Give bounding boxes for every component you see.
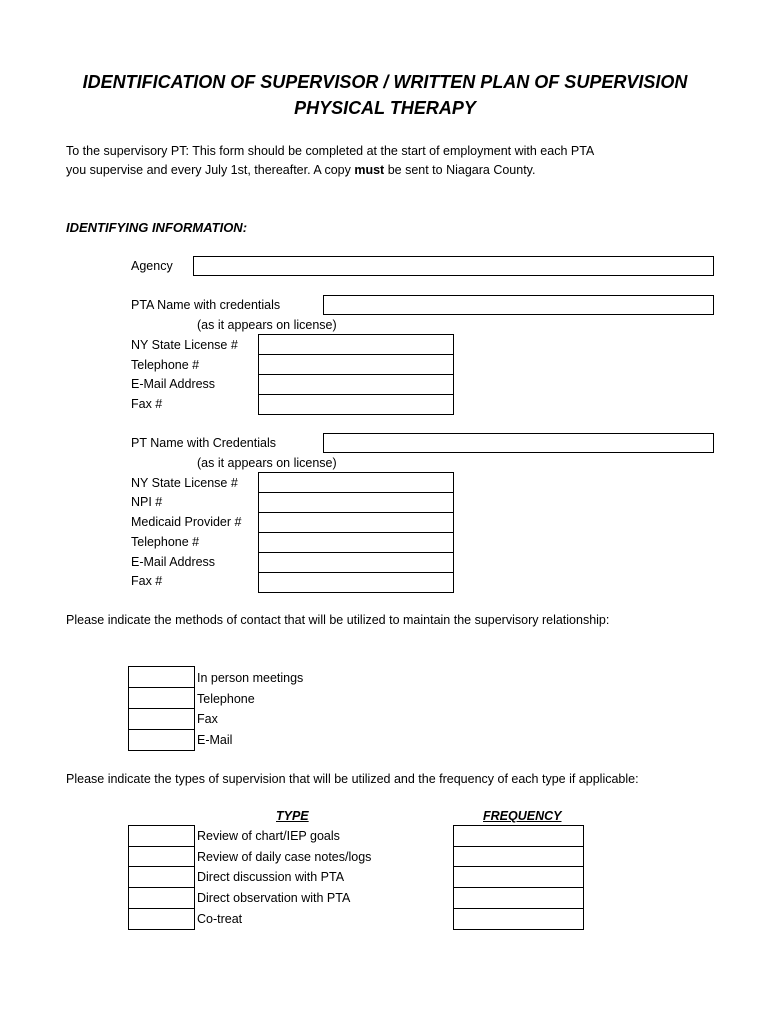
type-co-treat: Co-treat — [197, 912, 243, 926]
pt-npi-label: NPI # — [131, 495, 163, 509]
type-direct-observation: Direct observation with PTA — [197, 891, 351, 905]
pta-license-label: NY State License # — [131, 338, 238, 352]
direct-observation-frequency-input[interactable] — [453, 887, 584, 909]
email-checkbox[interactable] — [128, 729, 195, 751]
pt-name-note: (as it appears on license) — [197, 456, 337, 470]
page-title: IDENTIFICATION OF SUPERVISOR / WRITTEN PLAN OF SUPERVISION — [82, 72, 688, 92]
case-notes-frequency-input[interactable] — [453, 846, 584, 868]
intro-line-1: To the supervisory PT: This form should be completed at the start of employment with each PTA — [66, 144, 595, 158]
pt-name-input[interactable] — [323, 433, 714, 453]
pta-email-label: E-Mail Address — [131, 377, 216, 391]
page-subtitle: PHYSICAL THERAPY — [294, 98, 476, 118]
intro-line-2-start: you supervise and every July 1st, thereafter. A copy — [66, 163, 355, 177]
pt-telephone-input[interactable] — [258, 532, 454, 553]
pt-email-input[interactable] — [258, 552, 454, 573]
pta-license-input[interactable] — [258, 334, 454, 355]
pt-email-label: E-Mail Address — [131, 555, 216, 569]
pta-name-note: (as it appears on license) — [197, 318, 337, 332]
contact-method-fax: Fax — [197, 712, 218, 726]
agency-input[interactable] — [193, 256, 714, 276]
co-treat-frequency-input[interactable] — [453, 908, 584, 930]
supervision-prompt: Please indicate the types of supervision that will be utilized and the frequency of each type if applicable: — [66, 772, 639, 786]
intro-line-2 — [66, 163, 535, 177]
direct-discussion-checkbox[interactable] — [128, 866, 195, 888]
pta-telephone-label: Telephone # — [131, 358, 200, 372]
direct-observation-checkbox[interactable] — [128, 887, 195, 909]
type-chart-review: Review of chart/IEP goals — [197, 829, 340, 843]
pta-fax-input[interactable] — [258, 394, 454, 415]
chart-review-checkbox[interactable] — [128, 825, 195, 847]
pt-fax-input[interactable] — [258, 572, 454, 593]
type-case-notes: Review of daily case notes/logs — [197, 850, 372, 864]
pt-fax-label: Fax # — [131, 574, 163, 588]
contact-method-email: E-Mail — [197, 733, 233, 747]
pta-fax-label: Fax # — [131, 397, 163, 411]
pt-medicaid-label: Medicaid Provider # — [131, 515, 242, 529]
pta-name-input[interactable] — [323, 295, 714, 315]
pt-medicaid-input[interactable] — [258, 512, 454, 533]
pt-name-label: PT Name with Credentials — [131, 436, 276, 450]
pta-name-label: PTA Name with credentials — [131, 298, 281, 312]
type-direct-discussion: Direct discussion with PTA — [197, 870, 345, 884]
co-treat-checkbox[interactable] — [128, 908, 195, 930]
chart-review-frequency-input[interactable] — [453, 825, 584, 847]
type-column-header: TYPE — [276, 809, 309, 823]
intro-line-2-end: be sent to Niagara County. — [384, 163, 536, 177]
pta-email-input[interactable] — [258, 374, 454, 395]
pt-license-input[interactable] — [258, 472, 454, 493]
pta-telephone-input[interactable] — [258, 354, 454, 375]
identifying-section-title: IDENTIFYING INFORMATION: — [66, 220, 248, 235]
telephone-checkbox[interactable] — [128, 687, 195, 709]
pt-telephone-label: Telephone # — [131, 535, 200, 549]
frequency-column-header: FREQUENCY — [483, 809, 562, 823]
pt-npi-input[interactable] — [258, 492, 454, 513]
contact-method-in-person: In person meetings — [197, 671, 304, 685]
intro-emphasis: must — [354, 163, 385, 177]
agency-label: Agency — [131, 259, 173, 273]
direct-discussion-frequency-input[interactable] — [453, 866, 584, 888]
in-person-checkbox[interactable] — [128, 666, 195, 688]
contact-prompt: Please indicate the methods of contact that will be utilized to maintain the supervisory relationship: — [66, 613, 610, 627]
contact-method-telephone: Telephone — [197, 692, 255, 706]
case-notes-checkbox[interactable] — [128, 846, 195, 868]
fax-checkbox[interactable] — [128, 708, 195, 730]
pt-license-label: NY State License # — [131, 476, 238, 490]
